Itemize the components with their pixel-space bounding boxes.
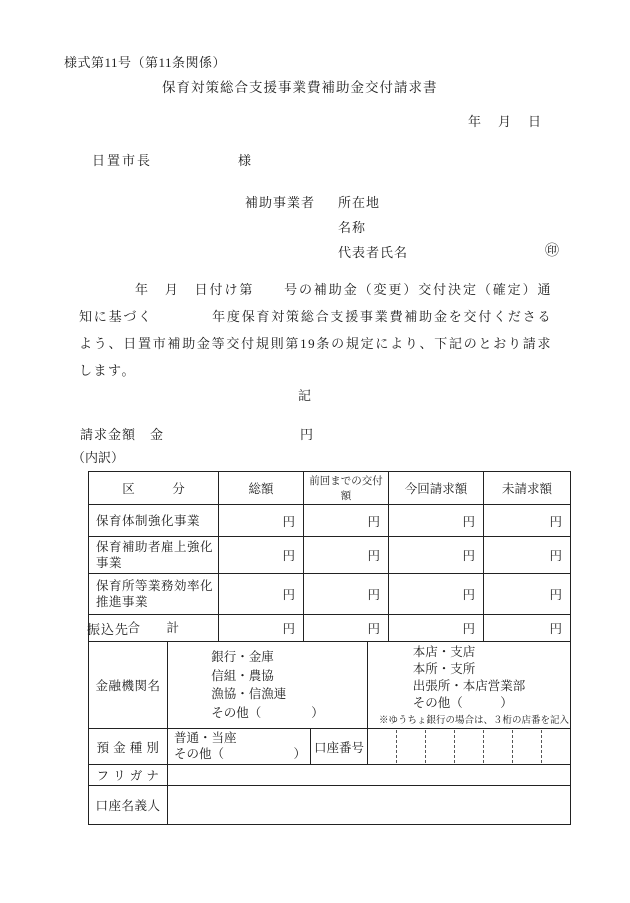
breakdown-table: [88, 471, 571, 642]
applicant-label: 補助事業者: [245, 195, 316, 210]
yucho-bank-note: ※ゆうちょ銀行の場合は、３桁の店番を記入: [379, 716, 570, 726]
digit-cell: [512, 730, 541, 763]
applicant-name-label: 名称: [338, 220, 367, 235]
breakdown-header-row: [89, 472, 571, 505]
digit-cell: [368, 730, 396, 763]
cell-total: 円: [219, 615, 304, 642]
col-header-current-claim: 今回請求額: [389, 472, 484, 505]
furigana-label: フ リ ガ ナ: [89, 765, 168, 786]
bank-name-label: 金融機関名: [89, 642, 168, 729]
cell-previous-paid: 円: [304, 615, 389, 642]
col-header-total: 総額: [219, 472, 304, 505]
deposit-type-row: [89, 729, 571, 765]
cell-total: 円: [219, 505, 304, 537]
digit-cell: [396, 730, 425, 763]
account-number-digit-cells: [368, 729, 571, 765]
bank-type-option: その他（ ）: [211, 705, 324, 720]
col-header-previous-paid: 前回までの交付額: [304, 472, 389, 505]
cell-current-claim: 円: [389, 505, 484, 537]
bank-type-options: [211, 648, 324, 722]
deposit-type-option: 普通・当座: [174, 731, 237, 745]
col-header-unclaimed: 未請求額: [484, 472, 571, 505]
cell-total: 円: [219, 574, 304, 615]
cell-current-claim: 円: [389, 537, 484, 574]
deposit-type-label: 預 金 種 別: [89, 729, 168, 765]
form-number: 様式第11号（第11条関係）: [64, 55, 227, 70]
branch-type-options-cell: [368, 642, 571, 729]
deposit-other-open: その他（: [174, 746, 225, 761]
row-category-total: 合 計: [89, 615, 219, 642]
row-category: 保育所等業務効率化推進事業: [89, 574, 219, 615]
furigana-blank-field: [168, 765, 571, 786]
claim-amount-unit: 円: [300, 427, 314, 442]
branch-type-option: 出張所・本店営業部: [412, 679, 526, 693]
record-mark: 記: [298, 388, 312, 403]
breakdown-label: （内訳）: [72, 450, 125, 465]
digit-cell-strip: [368, 730, 570, 763]
bank-type-options-cell: [168, 642, 368, 729]
branch-type-options: [413, 644, 526, 712]
deposit-other-close: ）: [293, 746, 306, 761]
table-row: [89, 537, 571, 574]
account-number-label: 口座番号: [311, 729, 368, 765]
claim-amount-label: 請求金額: [80, 427, 137, 442]
deposit-type-other: [174, 747, 306, 763]
request-paragraph: 年 月 日付け第 号の補助金（変更）交付決定（確定）通知に基づく 年度保育対策総合支援事業費補助金を交付くださるよう、日置市補助金等交付規則第19条の規定により、下記のとおり請求します。: [79, 282, 552, 378]
table-row: [89, 505, 571, 537]
account-holder-label: 口座名義人: [89, 786, 168, 825]
digit-cell: [541, 730, 570, 763]
transfer-section-label: 振込先: [87, 622, 130, 637]
account-holder-row: [89, 786, 571, 825]
account-holder-blank-field: [168, 786, 571, 825]
seal-mark-icon: ㊞: [545, 244, 559, 259]
cell-current-claim: 円: [389, 615, 484, 642]
cell-total: 円: [219, 537, 304, 574]
branch-type-option: その他（ ）: [412, 696, 513, 710]
cell-unclaimed: 円: [484, 537, 571, 574]
bank-type-option: 銀行・金庫: [211, 650, 274, 664]
form-title: 保育対策総合支援事業費補助金交付請求書: [162, 80, 438, 95]
cell-unclaimed: 円: [484, 505, 571, 537]
bank-type-option: 信組・農協: [211, 668, 274, 683]
row-category: 保育補助者雇上強化事業: [89, 537, 219, 574]
addressee-line: [92, 150, 253, 169]
digit-cell: [483, 730, 512, 763]
digit-cell: [454, 730, 483, 763]
cell-unclaimed: 円: [484, 574, 571, 615]
bank-type-option: 漁協・信漁連: [211, 687, 287, 701]
row-category: 保育体制強化事業: [89, 505, 219, 537]
col-header-category: 区 分: [89, 472, 219, 505]
applicant-block: [245, 190, 408, 265]
date-line: 年 月 日: [468, 114, 544, 129]
branch-type-option: 本店・支店: [412, 645, 476, 659]
deposit-type-options-cell: [168, 729, 311, 765]
bank-transfer-table: [88, 641, 571, 825]
applicant-representative-label: 代表者氏名: [338, 245, 409, 260]
claim-amount-line: [0, 424, 630, 443]
table-row: [89, 574, 571, 615]
addressee-name: 日置市長: [92, 153, 153, 168]
applicant-fields: [338, 190, 408, 265]
addressee-honorific: 様: [238, 153, 254, 168]
cell-unclaimed: 円: [484, 615, 571, 642]
bank-name-row: [89, 642, 571, 729]
table-row-total: [89, 615, 571, 642]
cell-current-claim: 円: [389, 574, 484, 615]
cell-previous-paid: 円: [304, 505, 389, 537]
claim-amount-prefix: 金: [150, 427, 164, 442]
cell-previous-paid: 円: [304, 574, 389, 615]
digit-cell: [425, 730, 454, 763]
branch-type-option: 本所・支所: [412, 662, 476, 676]
furigana-row: [89, 765, 571, 786]
cell-previous-paid: 円: [304, 537, 389, 574]
applicant-address-label: 所在地: [338, 195, 381, 210]
